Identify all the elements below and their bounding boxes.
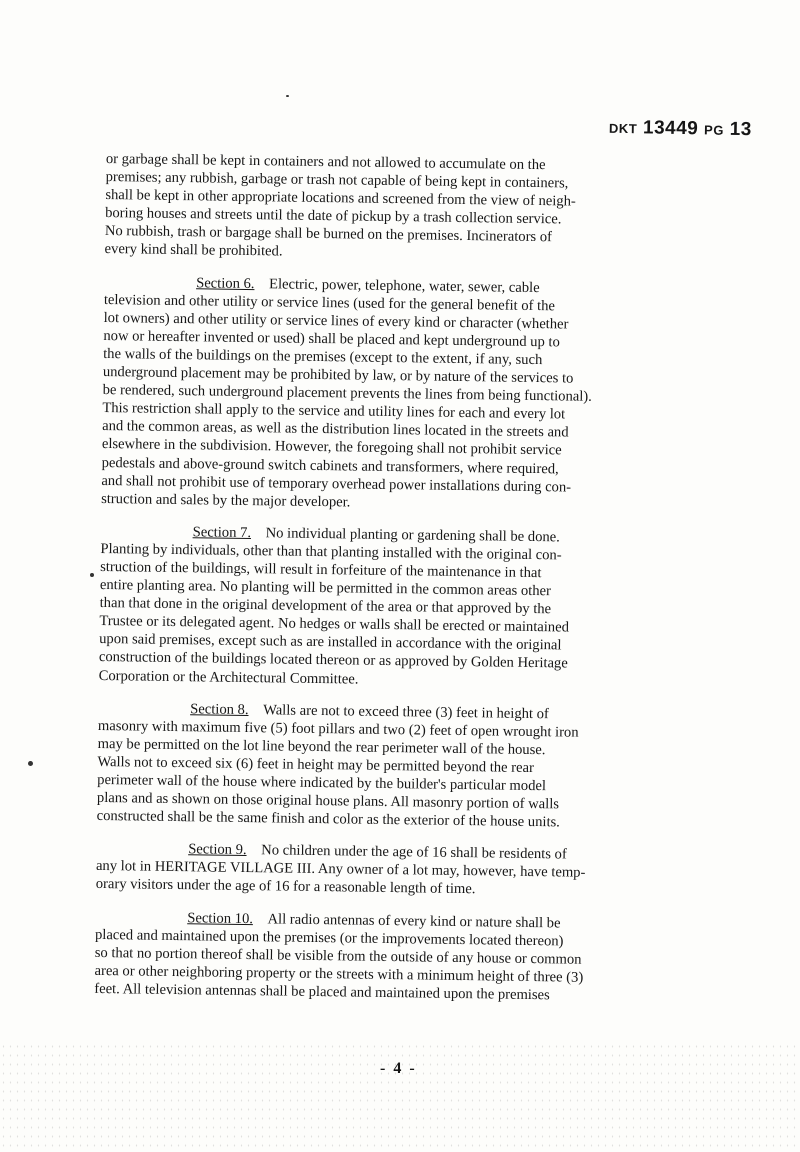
text-line: constructed shall be the same finish and color as the exterior of the house units. — [96, 808, 560, 831]
text-line: and shall not prohibit use of temporary overhead power installations during con- — [101, 472, 572, 496]
text-line: This restriction shall apply to the service and utility lines for each and every lot — [102, 400, 566, 423]
paragraph-section-10 — [94, 907, 717, 1006]
text-line: the walls of the buildings on the premises (except to the extent, if any, such — [103, 345, 543, 369]
text-line: be rendered, such underground placement prevents the lines from being functional). — [102, 382, 592, 405]
text-line: Walls not to exceed six (6) feet in height may be permitted beyond the rear — [97, 753, 535, 776]
text-line: may be permitted on the lot line beyond the rear perimeter wall of the house. — [97, 735, 546, 759]
section-heading: Section 8. — [190, 700, 249, 718]
text-line: now or hereafter invented or used) shall be placed and kept underground up to — [103, 327, 560, 351]
text-line: upon said premises, except such as are installed in accordance with the original — [99, 631, 562, 654]
page-footer-marker: - 4 - — [380, 1060, 417, 1077]
text-line: elsewhere in the subdivision. However, the foregoing shall not prohibit service — [101, 436, 562, 459]
scan-speck — [28, 761, 33, 766]
text-line: underground placement may be prohibited by law, or by nature of the services to — [102, 364, 574, 387]
document-body — [94, 150, 728, 1021]
line-text: No individual planting or gardening shall be done. — [265, 525, 560, 546]
indent — [96, 852, 188, 853]
text-line: every kind shall be prohibited. — [104, 241, 283, 260]
text-line: feet. All television antennas shall be placed and maintained upon the premises — [94, 980, 550, 1004]
paragraph-section-7 — [99, 522, 723, 694]
text-line: No rubbish, trash or bargage shall be burned on the premises. Incinerators of — [104, 223, 553, 246]
indent — [104, 286, 196, 287]
recording-stamp — [609, 117, 752, 141]
text-line: than that done in the original development of the area or that approved by the — [99, 595, 552, 618]
text-line: and the common areas, as well as the distribution lines located in the streets and — [102, 418, 569, 441]
line-text: All radio antennas of every kind or nature shall be — [267, 910, 561, 931]
text-line: struction and sales by the major developer. — [101, 490, 351, 511]
text-line: any lot in HERITAGE VILLAGE III. Any owner of a lot may, however, have temp- — [95, 858, 586, 882]
section-heading: Section 10. — [187, 909, 254, 927]
line-text: Walls are not to exceed three (3) feet in height of — [263, 701, 549, 722]
indent — [101, 535, 193, 536]
text-line: construction of the buildings located thereon or as approved by Golden Heritage — [98, 649, 568, 672]
text-line: perimeter wall of the house where indicated by the builder's particular model — [97, 771, 547, 795]
page-number: 13 — [729, 118, 753, 141]
text-line: shall be kept in other appropriate locations and screened from the view of neigh- — [105, 187, 576, 210]
line-text: Electric, power, telephone, water, sewer, cable — [269, 275, 540, 296]
scan-speck — [286, 95, 289, 97]
scan-speck — [90, 573, 94, 577]
text-line: placed and maintained upon the premises (or the improvements located thereon) — [94, 926, 564, 950]
paragraph-section-9 — [96, 839, 719, 902]
text-line: struction of the buildings, will result in forfeiture of the maintenance in that — [100, 558, 542, 582]
line-text: No children under the age of 16 shall be residents of — [261, 842, 567, 863]
text-line: orary visitors under the age of 16 for a reasonable length of time. — [95, 876, 476, 898]
book-number: 13449 — [642, 117, 699, 140]
text-line: masonry with maximum five (5) foot pillars and two (2) feet of open wrought iron — [97, 717, 579, 741]
paragraph-continuation — [104, 150, 727, 267]
text-line: Trustee or its delegated agent. No hedges or walls shall be erected or maintained — [99, 613, 570, 636]
text-line: Planting by individuals, other than that planting installed with the original con- — [100, 540, 562, 564]
paragraph-section-8 — [97, 699, 721, 834]
text-line: television and other utility or service lines (used for the general benefit of the — [103, 291, 556, 314]
indent — [95, 920, 187, 921]
section-heading: Section 6. — [196, 274, 255, 292]
text-line: lot owners) and other utility or service lines of every kind or character (whether — [103, 309, 569, 333]
indent — [98, 712, 190, 713]
text-line: or garbage shall be kept in containers and not allowed to accumulate on the — [105, 150, 546, 174]
page-label: PG — [704, 122, 725, 138]
text-line: premises; any rubbish, garbage or trash not capable of being kept in containers, — [105, 169, 569, 192]
scan-noise — [0, 1042, 800, 1152]
section-heading: Section 7. — [192, 524, 252, 541]
book-label: DKT — [609, 120, 638, 137]
text-line: entire planting area. No planting will be permitted in the common areas other — [99, 577, 552, 600]
text-line: pedestals and above-ground switch cabinets and transformers, where required, — [101, 454, 559, 477]
text-line: boring houses and streets until the date of pickup by a trash collection service. — [105, 205, 562, 228]
section-heading: Section 9. — [188, 841, 247, 859]
text-line: Corporation or the Architectural Committee. — [98, 667, 359, 688]
text-line: so that no portion thereof shall be visible from the outside of any house or common — [94, 944, 582, 968]
text-line: area or other neighboring property or the streets with a minimum height of three (3) — [94, 962, 584, 986]
paragraph-section-6 — [101, 273, 726, 517]
text-line: plans and as shown on those original house plans. All masonry portion of walls — [96, 790, 560, 813]
